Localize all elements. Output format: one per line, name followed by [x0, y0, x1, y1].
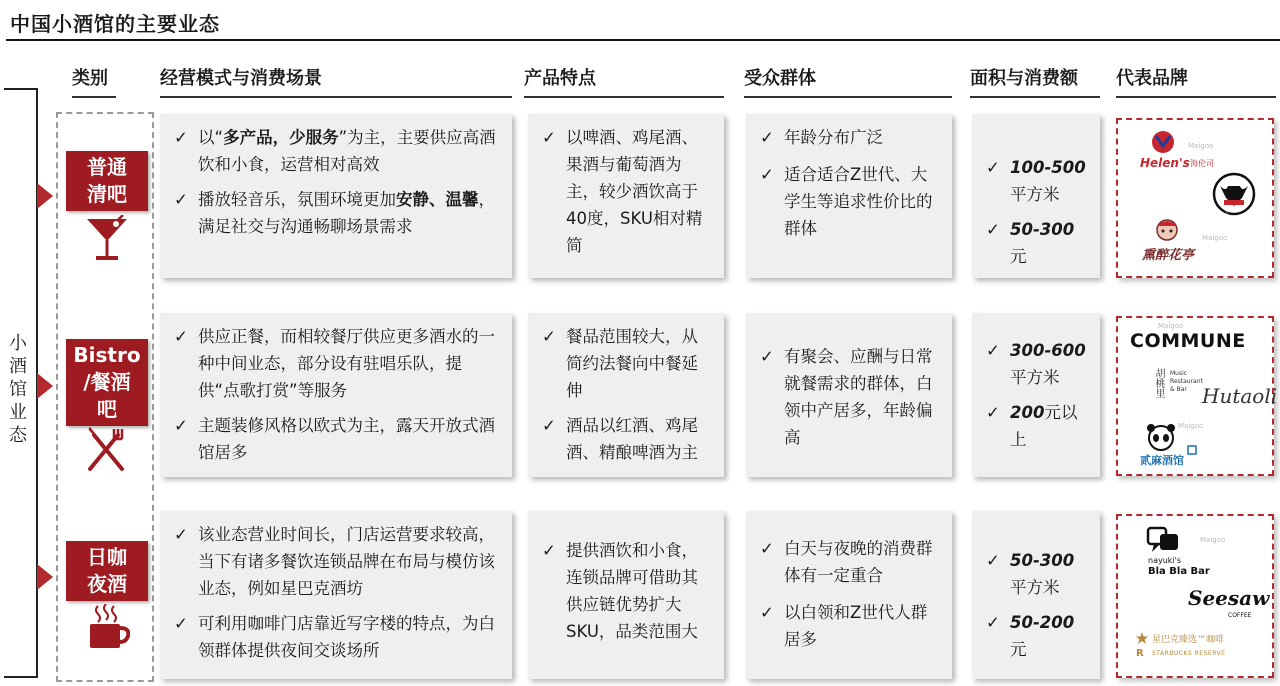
audience-card-2 — [746, 313, 952, 477]
bull-head-logo-icon — [1212, 172, 1256, 216]
drunk-pavilion-logo-icon — [1152, 216, 1182, 242]
cocktail-glass-icon — [85, 215, 129, 263]
mode-point: ✓ 可利用咖啡门店靠近写字楼的特点，为白领群体提供夜间交谈场所 — [174, 610, 502, 664]
area-number: 300-600 — [1010, 341, 1086, 360]
mode-point: ✓ 供应正餐，而相较餐厅供应更多酒水的一种中间业态，部分设有驻唱乐队，提供“点歌打赏”等服务 — [174, 323, 502, 404]
product-card-3 — [528, 511, 724, 679]
area-point — [986, 547, 1090, 601]
price-number: 200 — [1010, 403, 1045, 422]
side-label-char: 酒 — [9, 356, 27, 377]
product-point: ✓ 提供酒饮和小食，连锁品牌可借助其供应链优势扩大SKU，品类范围大 — [542, 537, 714, 645]
helens-sub-text: 海伦司 — [1190, 159, 1214, 168]
mode-point — [174, 186, 502, 240]
price-unit: 元以上 — [1010, 403, 1078, 449]
category-label-1 — [66, 151, 148, 211]
category-line: 普通 — [87, 155, 127, 179]
text: ”为主，主要供应高酒饮和小食，运营相对高效 — [198, 128, 496, 174]
price-unit: 元 — [1010, 640, 1027, 659]
header-area: 面积与消费额 — [970, 64, 1100, 98]
text: 播放轻音乐，氛围环境更加 — [198, 190, 396, 209]
watermark: Maigoo — [1200, 536, 1226, 544]
watermark: Maigoo — [1188, 142, 1214, 150]
area-point — [986, 154, 1090, 208]
side-label-char: 态 — [9, 425, 27, 446]
product-card-2 — [528, 313, 724, 477]
price-point — [986, 399, 1090, 453]
reserve-r-icon: R — [1136, 648, 1144, 659]
title-divider — [6, 39, 1280, 41]
mode-point: ✓ 主题装修风格以欧式为主，露天开放式酒馆居多 — [174, 412, 502, 466]
mode-card-2 — [160, 313, 512, 477]
helens-logo-text: Helen's — [1140, 156, 1190, 170]
product-point: ✓ 餐品范围较大，从简约法餐向中餐延伸 — [542, 323, 714, 404]
area-number: 50-300 — [1010, 551, 1075, 570]
speech-bubble-logo-icon — [1146, 526, 1180, 556]
text: ，满足社交与沟通畅聊场景需求 — [198, 190, 495, 236]
area-point — [986, 337, 1090, 391]
mode-point — [174, 124, 502, 178]
row-arrow-1 — [37, 183, 53, 209]
category-label-2 — [66, 339, 148, 426]
area-card-2 — [972, 313, 1100, 477]
mode-point: ✓ 该业态营业时间长，门店运营要求较高，当下有诸多餐饮连锁品牌在布局与模仿该业态，例如星巴克酒坊 — [174, 521, 502, 602]
fork-knife-icon — [84, 427, 128, 475]
nayuki-logo-text: nayuki's — [1148, 556, 1181, 565]
seesaw-logo-text: Seesaw — [1188, 586, 1270, 610]
category-line: Bistro — [73, 343, 141, 367]
side-label — [0, 330, 36, 449]
area-unit: 平方米 — [1010, 185, 1060, 204]
commune-logo-text: COMMUNE — [1130, 330, 1246, 352]
brand-box-3 — [1116, 514, 1274, 678]
star-logo-icon — [1136, 632, 1148, 644]
header-product: 产品特点 — [524, 64, 724, 98]
price-number: 50-300 — [1010, 220, 1075, 239]
blablabar-logo-text: Bla Bla Bar — [1148, 566, 1210, 577]
price-point — [986, 609, 1090, 663]
audience-point: ✓ 以白领和Z世代人群居多 — [760, 599, 942, 653]
category-line: 夜酒 — [87, 572, 127, 596]
category-line: /餐酒 — [83, 370, 131, 394]
price-unit: 元 — [1010, 247, 1027, 266]
helens-logo-icon — [1148, 130, 1178, 154]
category-line: 日咖 — [87, 545, 127, 569]
side-label-char: 业 — [9, 402, 27, 423]
audience-point: ✓ 有聚会、应酬与日常就餐需求的群体，白领中产居多，年龄偏高 — [760, 343, 942, 451]
watermark: Maigoo — [1158, 322, 1184, 330]
audience-card-3 — [746, 511, 952, 679]
header-brand: 代表品牌 — [1116, 64, 1276, 98]
audience-point: ✓ 适合适合Z世代、大学生等追求性价比的群体 — [760, 161, 942, 242]
page-title: 中国小酒馆的主要业态 — [10, 12, 220, 36]
emphasis: 安静、温馨 — [396, 190, 479, 209]
audience-point: ✓ 白天与夜晚的消费群体有一定重合 — [760, 535, 942, 589]
seesaw-sub-text: COFFEE — [1228, 612, 1252, 619]
side-label-char: 馆 — [9, 379, 27, 400]
bull-logo-text: 牛 — [1224, 208, 1231, 215]
mode-card-3 — [160, 511, 512, 679]
area-unit: 平方米 — [1010, 578, 1060, 597]
brand-box-2 — [1116, 316, 1278, 476]
watermark: Maigoo — [1178, 422, 1204, 430]
watermark: Maigoo — [1202, 234, 1228, 242]
header-category: 类别 — [72, 64, 116, 98]
area-card-3 — [972, 511, 1100, 679]
area-card-1 — [972, 114, 1100, 278]
row-arrow-3 — [37, 564, 53, 590]
price-number: 50-200 — [1010, 613, 1075, 632]
product-card-1 — [528, 114, 724, 278]
coffee-cup-icon — [86, 604, 130, 652]
hutaoli-logo-text: Hutaoli — [1202, 384, 1278, 408]
product-point: ✓ 酒品以红酒、鸡尾酒、精酿啤酒为主 — [542, 412, 714, 466]
cup-logo-icon — [1186, 442, 1200, 456]
category-line: 清吧 — [87, 182, 127, 206]
mode-card-1 — [160, 114, 512, 278]
header-mode: 经营模式与消费场景 — [160, 64, 512, 98]
brand-box-1 — [1116, 118, 1274, 278]
hutaoli-sub-text: Music Restaurant & Bar — [1170, 370, 1203, 393]
side-label-char: 小 — [9, 333, 27, 354]
audience-point: ✓ 年龄分布广泛 — [760, 124, 942, 151]
starbucks-reserve-cn-text: 星巴克臻选™咖啡 — [1152, 635, 1225, 645]
audience-card-1 — [746, 114, 952, 278]
area-unit: 平方米 — [1010, 368, 1060, 387]
header-audience: 受众群体 — [744, 64, 952, 98]
category-line: 吧 — [97, 397, 117, 421]
price-point — [986, 216, 1090, 270]
product-point: ✓ 以啤酒、鸡尾酒、果酒与葡萄酒为主，较少酒饮高于40度，SKU相对精简 — [542, 124, 714, 259]
area-number: 100-500 — [1010, 158, 1086, 177]
starbucks-reserve-text: STARBUCKS RESERVE — [1152, 650, 1226, 657]
panda-logo-icon — [1144, 422, 1178, 452]
text: 以“ — [198, 128, 224, 147]
drunk-pavilion-logo-text: 熏醉花亭 — [1142, 248, 1195, 263]
mala-logo-text: 贰麻酒馆 — [1140, 454, 1184, 467]
emphasis: 多产品，少服务 — [223, 128, 339, 147]
row-arrow-2 — [37, 373, 53, 399]
category-label-3 — [66, 541, 148, 601]
hutaoli-cn-text: 胡桃里 — [1153, 368, 1164, 398]
